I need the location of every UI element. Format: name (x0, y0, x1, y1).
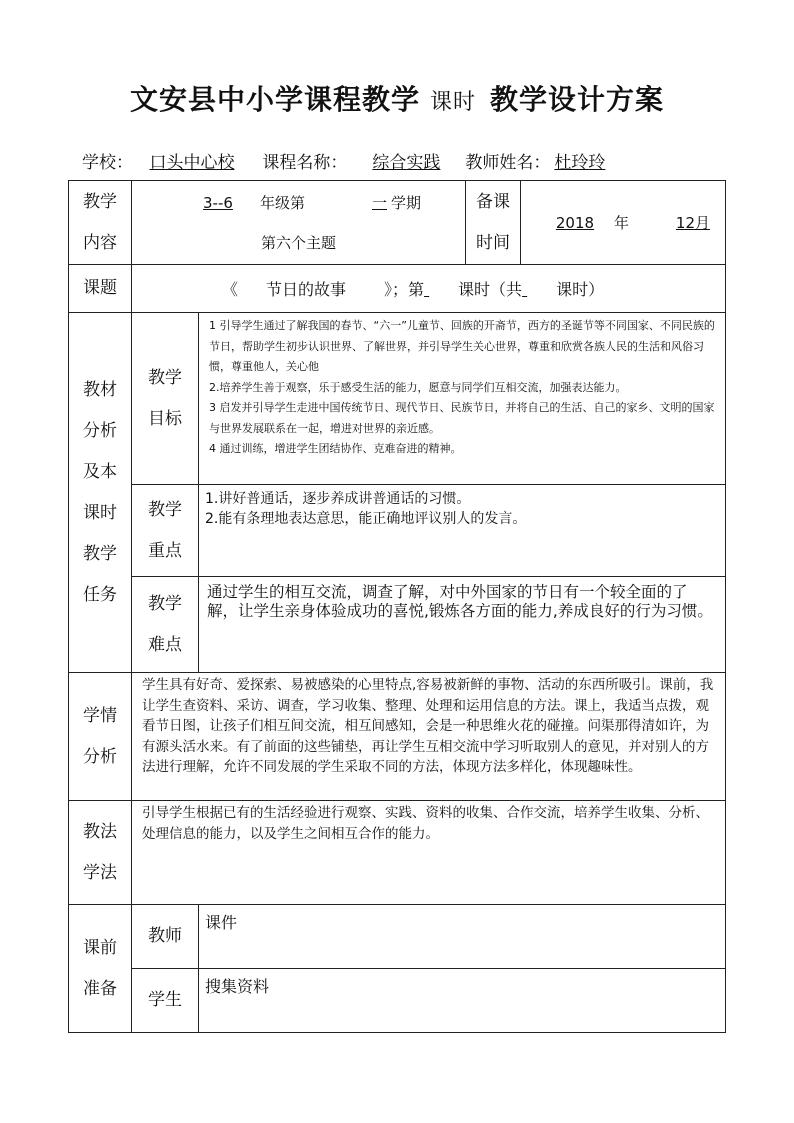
key-cell (199, 485, 726, 577)
goal-item: 2.培养学生善于观察，乐于感受生活的能力，愿意与同学们互相交流，加强表达能力。 (209, 380, 627, 394)
prep-student-value: 搜集资料 (199, 969, 726, 1033)
content-label: 教学内容 (69, 181, 132, 265)
prep-student-label: 学生 (132, 969, 199, 1033)
difficult-cell: 通过学生的相互交流，调查了解，对中外国家的节日有一个较全面的了解，让学生亲身体验成功的喜悦,锻炼各方面的能力,养成良好的行为习惯。 (199, 577, 726, 673)
topic-close: 》；第 (384, 280, 425, 299)
month-text: 月 (695, 214, 711, 232)
term-text: 学期 (391, 193, 422, 212)
topic-cell (132, 265, 726, 313)
month-value: 12 (675, 214, 695, 232)
title-main: 文安县中小学课程教学 (129, 83, 420, 116)
course-label: 课程名称： (262, 153, 348, 173)
analysis-label: 教材分析及本课时教学任务 (69, 313, 132, 673)
grade-line (132, 183, 465, 223)
topic-open: 《 (222, 280, 239, 299)
year-value: 2018 (555, 214, 595, 232)
theme: 第六个主题 (260, 233, 336, 252)
prep-label: 课前准备 (69, 905, 132, 1033)
teacher-label: 教师姓名： (465, 153, 551, 173)
title-tail: 教学设计方案 (490, 83, 665, 116)
total-text: 课时） (556, 280, 605, 299)
prep-time-label: 备课时间 (466, 181, 521, 265)
term-value: 一 (371, 193, 387, 212)
difficult-label: 教学难点 (132, 577, 199, 673)
goal-item: 3 启发并引导学生走进中国传统节日、现代节日、民族节日，并将自己的生活、自己的家乡、文明的国家与世界发展联系在一起，增进对世界的亲近感。 (209, 401, 715, 435)
lesson-text: 课时（共 (458, 280, 523, 299)
goal-item: 4 通过训练，增进学生团结协作、克难奋进的精神。 (209, 442, 462, 455)
prep-teacher-label: 教师 (132, 905, 199, 969)
school-value: 口头中心校 (149, 153, 235, 173)
method-label: 教法学法 (69, 801, 132, 905)
goals-label: 教学目标 (132, 313, 199, 485)
goal-item: 1 引导学生通过了解我国的春节、“六一”儿童节、回族的开斋节，西方的圣诞节等不同国家、不同民族的节日，帮助学生初步认识世界、了解世界，并引导学生关心世界，尊重和欣赏各族人民的生活和风俗习惯，尊重他人，关心他 (209, 319, 715, 373)
teacher-value: 杜玲玲 (554, 153, 606, 173)
key-item: 2.能有条理地表达意思，能正确地评议别人的发言。 (205, 511, 527, 527)
prep-teacher-value: 课件 (199, 905, 726, 969)
key-item: 1.讲好普通话，逐步养成讲普通话的习惯。 (205, 491, 471, 507)
grade-text: 年级第 (259, 193, 305, 212)
topic-label: 课题 (69, 265, 132, 313)
school-label: 学校： (82, 153, 133, 173)
lesson-plan-table (68, 180, 726, 1033)
content-cell (132, 181, 466, 265)
year-text: 年 (613, 214, 629, 232)
method-cell: 引导学生根据已有的生活经验进行观察、实践、资料的收集、合作交流，培养学生收集、分析、处理信息的能力，以及学生之间相互合作的能力。 (132, 801, 726, 905)
learner-cell: 学生具有好奇、爱探索、易被感染的心里特点,容易被新鲜的事物、活动的东西所吸引。课前，我让学生查资料、采访、调查，学习收集、整理、处理和运用信息的方法。课上，我适当点拨，观看节日图，让孩子们相互间交流，相互间感知，会是一种思维火花的碰撞。问渠那得清如许，为有源头活水来。有了前面的这些铺垫，再让学生互相交流中学习听取别人的意见，并对别人的方法进行理解，允许不同发展的学生采取不同的方法，体现方法多样化，体现趣味性。 (132, 673, 726, 801)
page-title (0, 78, 794, 118)
topic-name: 节日的故事 (266, 280, 347, 299)
course-value: 综合实践 (372, 153, 441, 173)
title-sub: 课时 (429, 90, 476, 115)
goals-cell (199, 313, 726, 485)
key-label: 教学重点 (132, 485, 199, 577)
prep-time-cell (521, 181, 726, 265)
info-line (82, 148, 722, 173)
grade-value: 3--6 (203, 193, 233, 212)
learner-label: 学情分析 (69, 673, 132, 801)
